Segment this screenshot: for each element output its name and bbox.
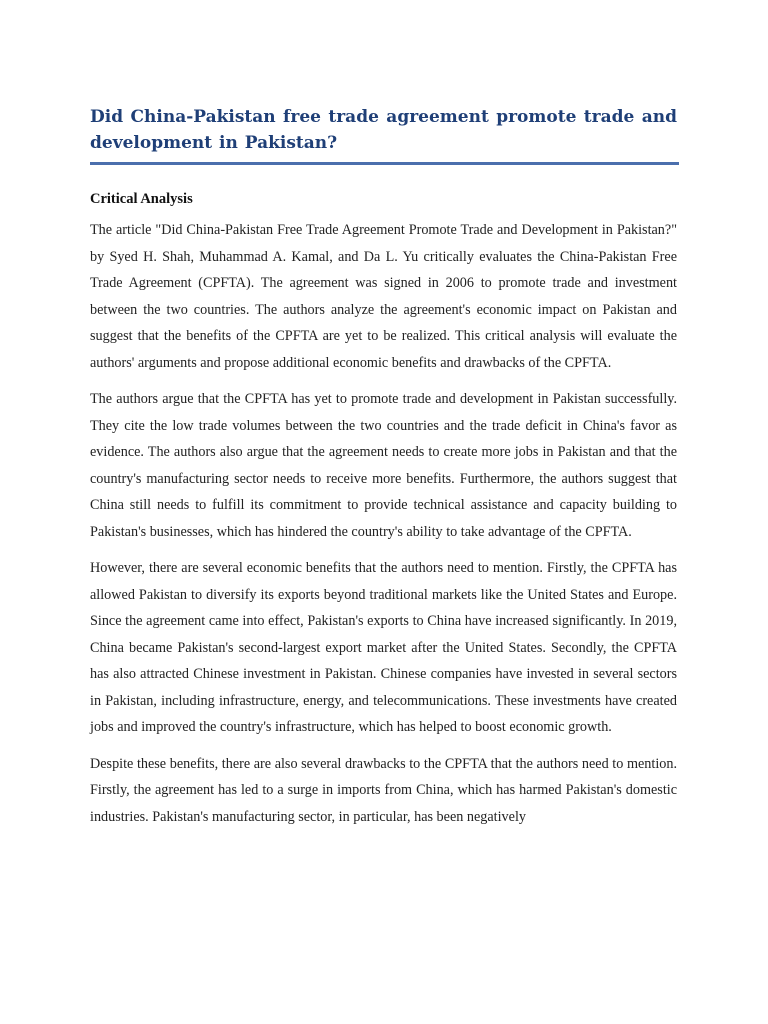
paragraph-2: The authors argue that the CPFTA has yet to promote trade and development in Pakistan successfully. They cite the low trade volumes between the two countries and the trade deficit in China's favor as evidence. The authors also argue that the agreement needs to create more jobs in Pakistan and that the country's manufacturing sector needs to receive more benefits. Furthermore, the authors suggest that China still needs to fulfill its commitment to provide technical assistance and capacity building to Pakistan's businesses, which has hindered the country's ability to take advantage of the CPFTA. [90, 391, 677, 540]
document-content [90, 104, 677, 840]
title-underline-rule [90, 162, 679, 165]
paragraph-1: The article "Did China-Pakistan Free Trade Agreement Promote Trade and Development in Pakistan?" by Syed H. Shah, Muhammad A. Kamal, and Da L. Yu critically evaluates the China-Pakistan Free Trade Agreement (CPFTA). The agreement was signed in 2006 to promote trade and investment between the two countries. The authors analyze the agreement's economic impact on Pakistan and suggest that the benefits of the CPFTA are yet to be realized. This critical analysis will evaluate the authors' arguments and propose additional economic benefits and drawbacks of the CPFTA. [90, 222, 677, 371]
document-title: Did China-Pakistan free trade agreement promote trade and development in Pakistan? [90, 107, 677, 153]
section-heading: Critical Analysis [90, 191, 193, 207]
paragraph-4: Despite these benefits, there are also several drawbacks to the CPFTA that the authors need to mention. Firstly, the agreement has led to a surge in imports from China, which has harmed Pakistan's domestic industries. Pakistan's manufacturing sector, in particular, has been negatively [90, 755, 677, 825]
paragraph-3: However, there are several economic benefits that the authors need to mention. Firstly, the CPFTA has allowed Pakistan to diversify its exports beyond traditional markets like the United States and Europe. Since the agreement came into effect, Pakistan's exports to China have increased significantly. In 2019, China became Pakistan's second-largest export market after the United States. Secondly, the CPFTA has also attracted Chinese investment in Pakistan. Chinese companies have invested in several sectors in Pakistan, including infrastructure, energy, and telecommunications. These investments have created jobs and improved the country's infrastructure, which has helped to boost economic growth. [90, 560, 677, 735]
